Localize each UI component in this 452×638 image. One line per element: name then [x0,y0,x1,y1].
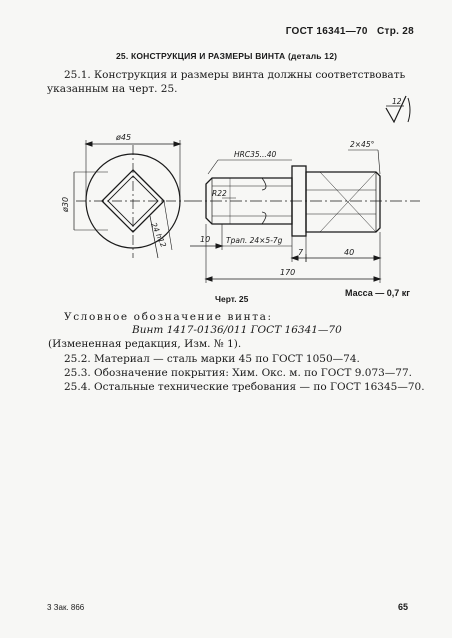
label-40: 40 [344,248,355,257]
label-170: 170 [280,268,296,277]
section-title: 25. КОНСТРУКЦИЯ И РАЗМЕРЫ ВИНТА (деталь 12) [116,51,338,61]
label-10: 10 [200,235,211,244]
square-head [306,172,380,232]
end-view [74,140,190,258]
label-roughness: 12 [392,97,402,106]
label-dia30: ø30 [61,196,70,212]
side-view [190,150,420,283]
designation-label: Условное обозначение винта: [64,311,273,323]
footer-order: 3 Зак. 866 [47,603,85,612]
item-25-3: 25.3. Обозначение покрытия: Хим. Окс. м. по ГОСТ 9.073—77. [64,367,412,379]
paragraph-25-1-line1: 25.1. Конструкция и размеры винта должны соответствовать [64,69,406,81]
label-hrc: HRC35...40 [234,150,277,159]
label-chamfer: 2×45° [350,140,375,149]
label-7: 7 [298,248,304,257]
paragraph-25-1-line2: указанным на черт. 25. [47,83,178,95]
page-number: 65 [397,602,408,612]
header-page: Стр. 28 [376,26,414,37]
label-r22: R22 [212,189,227,198]
figure-caption: Черт. 25 [215,294,249,304]
designation-value: Винт 1417-0136/011 ГОСТ 16341—70 [132,324,342,336]
revision-note: (Измененная редакция, Изм. № 1). [48,338,242,350]
item-25-2: 25.2. Материал — сталь марки 45 по ГОСТ 1050—74. [64,353,360,365]
mass-label: Масса — 0,7 кг [345,288,411,298]
item-25-4: 25.4. Остальные технические требования — по ГОСТ 16345—70. [64,381,425,393]
label-thread: Трап. 24×5-7g [226,236,283,245]
label-24h12: 24 h12 [149,221,169,249]
label-dia45: ø45 [116,133,132,142]
header-standard: ГОСТ 16341—70 [285,26,368,37]
